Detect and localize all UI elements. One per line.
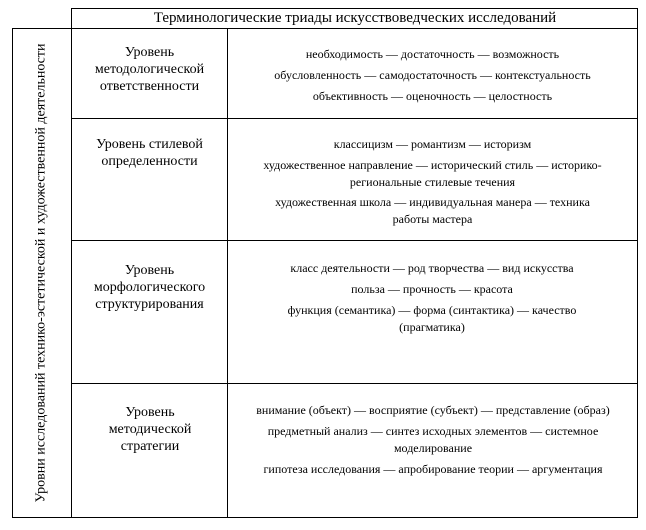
triads-cell <box>240 136 625 232</box>
level-label: Уровень стилевой определенности <box>96 137 203 169</box>
triad-line: объективность — оценочность — целостность <box>312 89 553 103</box>
triad-line: классицизм — романтизм — историзм <box>333 137 532 151</box>
triad-line: польза — прочность — красота <box>351 282 513 296</box>
row-divider <box>72 118 638 119</box>
triad-line: художественная школа — индивидуальная манера — техника работы мастера <box>275 195 590 226</box>
level-label: Уровень методической стратегии <box>108 405 192 454</box>
triad-line: класс деятельности — род творчества — вид искусства <box>290 261 574 275</box>
triads-cell <box>248 402 618 482</box>
triads-cell <box>262 260 602 340</box>
table-header-divider <box>12 28 638 29</box>
triad-line: необходимость — достаточность — возможность <box>305 47 560 61</box>
triad-line: гипотеза исследования — апробирование теории — аргументация <box>263 462 603 476</box>
level-label: Уровень методологической ответственности <box>94 45 205 94</box>
side-label-cell <box>12 28 71 518</box>
triad-line: функция (семантика) — форма (синтактика) — качество (прагматика) <box>287 303 577 334</box>
triad-line: обусловленность — самодостаточность — контекстуальность <box>274 68 591 82</box>
side-label: Уровни исследований технико-эстетической и художественной деятельности <box>33 43 49 503</box>
triad-line: внимание (объект) — восприятие (субъект) — представление (образ) <box>256 403 610 417</box>
triads-cell <box>227 46 638 109</box>
level-label: Уровень морфологического структурирования <box>93 263 206 312</box>
table-border-bottom <box>12 517 638 518</box>
row-divider <box>72 383 638 384</box>
row-divider <box>72 240 638 241</box>
table-header: Терминологические триады искусствоведческих исследований <box>153 9 557 26</box>
triad-line: художественное направление — исторический стиль — историко-региональные стилевые течения <box>263 158 602 189</box>
triad-line: предметный анализ — синтез исходных элементов — системное моделирование <box>267 424 599 455</box>
